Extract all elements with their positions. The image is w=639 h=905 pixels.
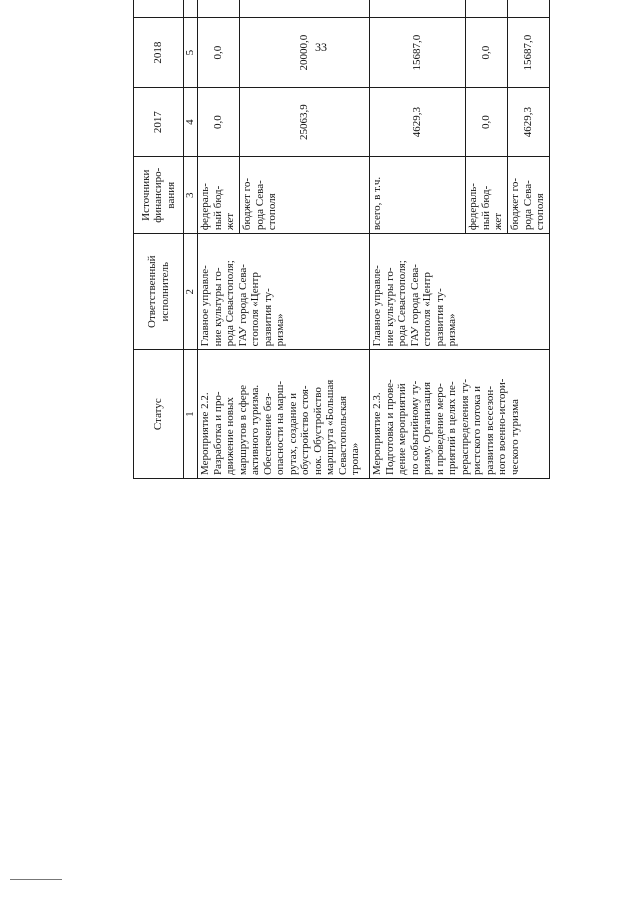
- column-number: 1: [184, 350, 198, 479]
- measure-executor-cell: Главное управле- ние культуры го- рода Севастополя; ГАУ города Сева- стополя «Центр развития ту- ризма»: [198, 234, 370, 350]
- column-number: 2: [184, 234, 198, 350]
- source-cell: бюджет го- рода Сева- стополя: [508, 157, 550, 234]
- column-number-row: [184, 0, 198, 479]
- rotated-page-content: [133, 0, 553, 479]
- footnote-rule: [10, 879, 62, 880]
- column-number: 4: [184, 87, 198, 157]
- value-cell: 15687,0: [508, 18, 550, 88]
- value-cell: 0,0: [198, 18, 240, 88]
- measure-status-cell: Мероприятие 2.3. Подготовка и прове- дение мероприятий по событийному ту- ризму. Организация и проведение меро- приятий в целях пе- рераспределения ту- ристского потока и развития всесезон- ного военно-истори- ческого туризма: [370, 350, 550, 479]
- page-number: 33: [315, 40, 327, 54]
- header-executor: Ответственный исполнитель: [134, 234, 184, 350]
- column-number: 3: [184, 157, 198, 234]
- source-cell: федераль- ный бюд- жет: [198, 157, 240, 234]
- value-cell: 15687,0: [370, 18, 466, 88]
- source-cell: федераль- ный бюд- жет: [466, 157, 508, 234]
- value-cell: 0,0: [198, 87, 240, 157]
- measure-executor-cell: Главное управле- ние культуры го- рода Севастополя; ГАУ города Сева- стополя «Центр развития ту- ризма»: [370, 234, 550, 350]
- header-status: Статус: [134, 350, 184, 479]
- value-cell: 0,0: [466, 18, 508, 88]
- header-sources: Источники финансиро-вания: [134, 157, 184, 234]
- value-cell: 20000,0: [240, 18, 370, 88]
- column-number: 5: [184, 18, 198, 88]
- value-cell: 4629,3: [508, 87, 550, 157]
- value-cell: 0,0: [466, 87, 508, 157]
- header-year-2019: [134, 0, 184, 18]
- header-year-2018: 2018: [134, 18, 184, 88]
- measure-status-cell: Мероприятие 2.2. Разработка и про- движение новых маршрутов в сфере активного туризма. Обеспечение без- опасности на марш- рутах, создание и обустройство стоя- нок. Обустройство маршрута «Большая Севастопольская тропа»: [198, 350, 370, 479]
- financing-table: [133, 0, 550, 479]
- header-row: [134, 0, 184, 479]
- value-cell: [370, 0, 466, 18]
- source-cell: всего, в т.ч.: [370, 157, 466, 234]
- value-cell: [198, 0, 240, 18]
- value-cell: [240, 0, 370, 18]
- table-row: [370, 0, 466, 479]
- source-cell: бюджет го- рода Сева- стополя: [240, 157, 370, 234]
- value-cell: 25063,9: [240, 87, 370, 157]
- header-year-2017: 2017: [134, 87, 184, 157]
- table-row: [198, 0, 240, 479]
- value-cell: [508, 0, 550, 18]
- column-number: [184, 0, 198, 18]
- value-cell: [466, 0, 508, 18]
- value-cell: 4629,3: [370, 87, 466, 157]
